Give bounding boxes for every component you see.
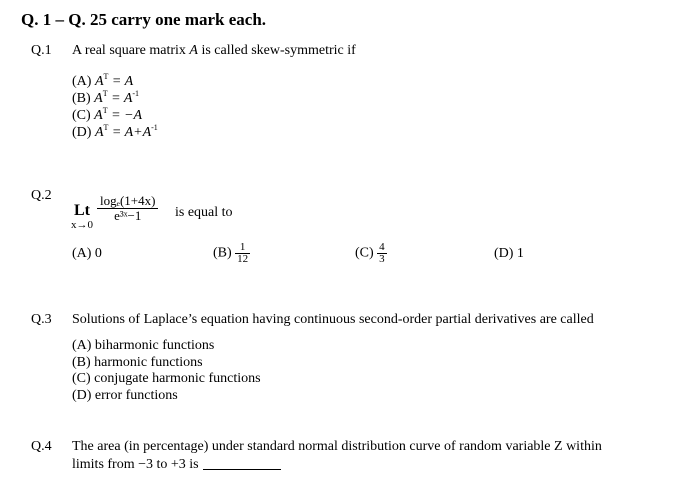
section-header: Q. 1 – Q. 25 carry one mark each. [21,10,267,29]
question-stem-end: is equal to [175,205,233,220]
answer-blank [203,457,281,470]
fraction-denominator: e³ˣ−1 [114,208,142,223]
option-c: (C) $\frac{4}{3}$ [355,241,385,265]
option-b: (B) $A^T = A^{-1}$ [72,89,140,106]
option-c: (C) conjugate harmonic functions [72,371,261,386]
option-c: (C) $A^T = -A$ [72,106,143,123]
question-number: Q.2 [31,188,52,203]
option-a: (A) biharmonic functions [72,338,215,353]
option-d: (D) error functions [72,388,178,403]
limit-fraction [97,194,158,223]
question-number: Q.3 [31,312,52,327]
limit-word: Lt [74,202,90,219]
question-stem-line1: The area (in percentage) under standard normal distribution curve of random variable Z within [72,439,602,454]
question-number: Q.1 [31,43,52,58]
fraction-numerator: logₑ(1+4x) [97,194,158,209]
option-b: (B) harmonic functions [72,355,203,370]
limit-subscript: x→0 [71,219,93,231]
option-b: (B) $\frac{1}{12}$ [213,241,249,265]
option-a: (A) $A^T = A$ [72,72,134,89]
question-stem: Solutions of Laplace’s equation having continuous second-order partial derivatives are called [72,312,594,327]
option-d: (D) $A^T = A+A^{-1}$ [72,123,158,140]
question-stem-line2: limits from −3 to +3 is [72,457,281,472]
option-a: (A) 0 [72,246,102,261]
question-number: Q.4 [31,439,52,454]
question-stem: A real square matrix A is called skew-symmetric if [72,43,356,58]
option-d: (D) 1 [494,246,524,261]
